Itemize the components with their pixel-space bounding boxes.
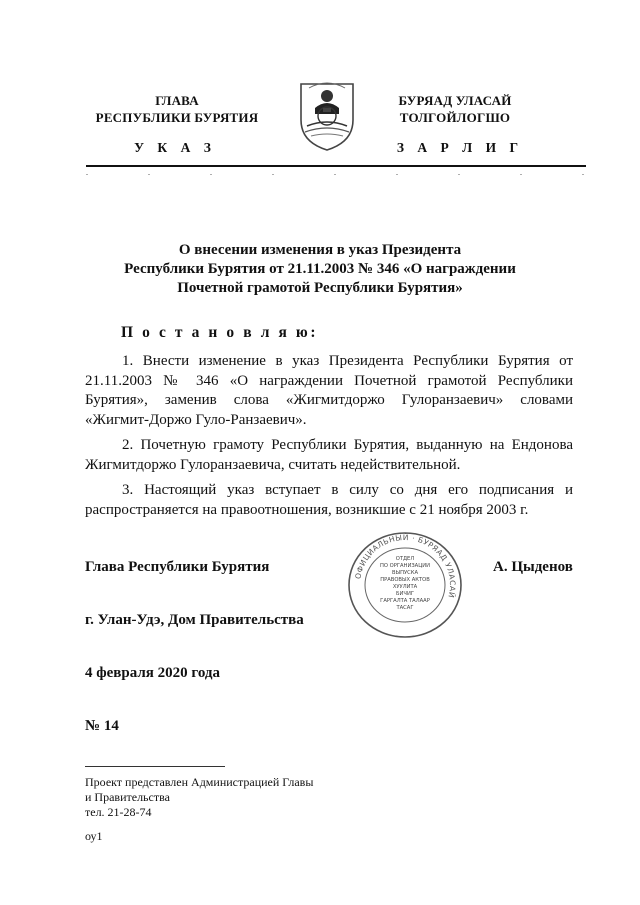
header-dotted-line (86, 174, 586, 175)
document-title (110, 241, 530, 298)
header-right-line2: ТОЛГОЙЛОГШО (399, 110, 511, 125)
svg-text:ПРАВОВЫХ АКТОВ: ПРАВОВЫХ АКТОВ (380, 577, 430, 583)
svg-text:ГАРГАЛТА ТАЛААР: ГАРГАЛТА ТАЛААР (380, 598, 430, 604)
title-line-2: Республики Бурятия от 21.11.2003 № 346 «О награждении (124, 261, 516, 277)
svg-text:ПО ОРГАНИЗАЦИИ: ПО ОРГАНИЗАЦИИ (379, 563, 431, 569)
header-left-org (72, 92, 282, 126)
doc-type-left: У К А З (134, 140, 216, 155)
header-left-line2: РЕСПУБЛИКИ БУРЯТИЯ (95, 110, 259, 125)
svg-text:ХУУЛИТА: ХУУЛИТА (392, 584, 418, 590)
svg-text:ОТДЕЛ: ОТДЕЛ (395, 556, 415, 562)
seal-stamp-icon (346, 530, 464, 640)
date: 4 февраля 2020 года (85, 665, 220, 681)
svg-text:ОФИЦИАЛЬНЫЙ · БУРЯАД УЛАСАЙ: ОФИЦИАЛЬНЫЙ · БУРЯАД УЛАСАЙ (353, 532, 458, 600)
footer-rule (85, 766, 225, 767)
paragraph-3: 3. Настоящий указ вступает в силу со дня его подписания и распространяется на правоотношения, возникшие с 21 ноября 2003 г. (85, 482, 573, 518)
header-left-line1: ГЛАВА (155, 93, 199, 108)
paragraph-2: 2. Почетную грамоту Республики Бурятия, выданную на Ендонова Жигмитдоржо Гулоранзаевича, считать недействительной. (85, 437, 573, 473)
signatory-name: А. Цыденов (493, 559, 573, 575)
header-divider (86, 165, 586, 167)
paragraph-1: 1. Внести изменение в указ Президента Республики Бурятия от 21.11.2003 № 346 «О награждении Почетной грамотой Республики Бурятия», заменив слова «Жигмитдоржо Гулоранзаевич» словами «Жигмит-Доржо Гуло-Ранзаевич». (85, 353, 573, 428)
footer-phone: тел. 21-28-74 (85, 805, 152, 819)
doc-type-right: З А Р Л И Г (396, 140, 524, 155)
signatory-position: Глава Республики Бурятия (85, 559, 270, 575)
title-line-1: О внесении изменения в указ Президента (178, 242, 462, 258)
footer-code: оу1 (85, 829, 103, 843)
title-line-3: Почетной грамотой Республики Бурятия» (177, 280, 463, 296)
svg-text:ВЫПУСКА: ВЫПУСКА (391, 570, 419, 576)
place: г. Улан-Удэ, Дом Правительства (85, 612, 304, 628)
document-number: № 14 (85, 718, 119, 734)
header-right-org (370, 92, 540, 126)
svg-text:БИЧИГ: БИЧИГ (395, 591, 415, 597)
header-right-line1: БУРЯАД УЛАСАЙ (398, 93, 512, 108)
decree-word: П о с т а н о в л я ю: (121, 324, 319, 341)
footer-line-2: и Правительства (85, 790, 170, 804)
footer-line-1: Проект представлен Администрацией Главы (85, 775, 314, 789)
svg-text:ТАСАГ: ТАСАГ (396, 605, 414, 611)
coat-of-arms-icon (293, 74, 361, 154)
